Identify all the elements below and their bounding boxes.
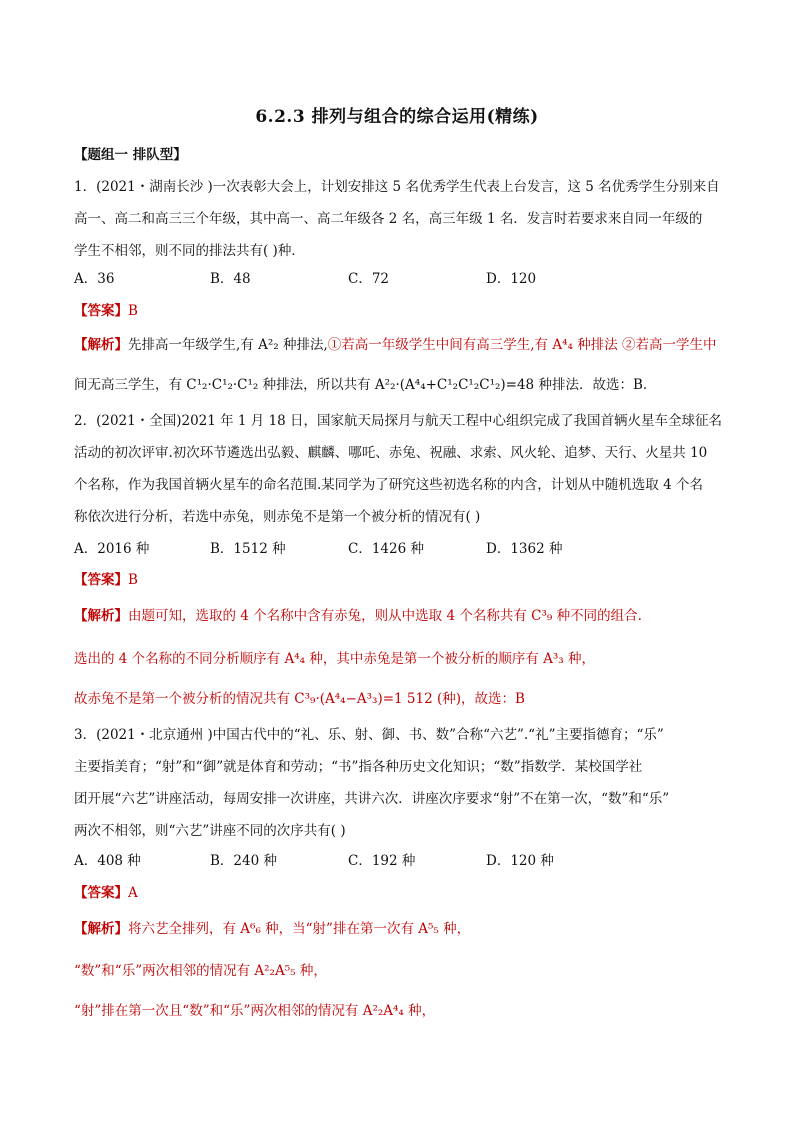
analysis-text: 将六艺全排列，有 A⁶₆ 种，当“射”排在第一次有 A⁵₅ 种， [128, 921, 471, 937]
q3-analysis-line-3: “射”排在第一次且“数”和“乐”两次相邻的情况有 A²₂A⁴₄ 种， [74, 1003, 436, 1019]
q1-analysis-line-2: 间无高三学生，有 C¹₂·C¹₂·C¹₂ 种排法，所以共有 A²₂·(A⁴₄+C¹₂C¹₂C¹₂)=48 种排法．故选：B． [74, 377, 657, 393]
q3-line-1: 3．(2021・北京通州 )中国古代中的“礼、乐、射、御、书、数”合称“六艺”.“礼”主要指德育；“乐” [74, 727, 664, 743]
q2-line-3: 个名称，作为我国首辆火星车的命名范围.某同学为了研究这些初选名称的内含，计划从中随机选取 4 个名 [74, 477, 703, 493]
group-heading: 【题组一 排队型】 [74, 147, 187, 163]
q3-analysis-line-2: “数”和“乐”两次相邻的情况有 A²₂A⁵₅ 种， [74, 963, 327, 979]
answer-label: 【答案】 [74, 885, 128, 901]
q1-analysis-line-1 [74, 336, 717, 354]
q1-option-c: C．72 [348, 271, 390, 287]
q3-option-c: C．192 种 [348, 853, 416, 869]
analysis-label: 【解析】 [74, 337, 128, 353]
q3-option-b: B．240 种 [210, 853, 277, 869]
analysis-text: 先排高一年级学生,有 A²₂ 种排法, [128, 337, 328, 353]
q2-line-1: 2．(2021・全国)2021 年 1 月 18 日，国家航天局探月与航天工程中心组织完成了我国首辆火星车全球征名 [74, 413, 723, 429]
analysis-text: 由题可知，选取的 4 个名称中含有赤兔，则从中选取 4 个名称共有 C³₉ 种不同的组合. [128, 608, 642, 624]
q1-option-d: D．120 [486, 271, 537, 287]
answer-value: A [128, 885, 138, 901]
q1-line-2: 高一、高二和高三三个年级，其中高一、高二年级各 2 名，高三年级 1 名．发言时若要求来自同一年级的 [74, 211, 703, 227]
q1-line-3: 学生不相邻，则不同的排法共有( )种． [74, 243, 305, 259]
q1-option-a: A．36 [74, 271, 115, 287]
answer-value: B [128, 303, 138, 319]
page-title: 6.2.3 排列与组合的综合运用(精练) [255, 107, 539, 127]
analysis-label: 【解析】 [74, 921, 128, 937]
q1-answer [74, 302, 138, 320]
q3-analysis-line-1 [74, 920, 470, 938]
q3-line-4: 两次不相邻，则“六艺”讲座不同的次序共有( ) [74, 823, 346, 839]
analysis-label: 【解析】 [74, 608, 128, 624]
answer-value: B [128, 572, 138, 588]
q2-line-2: 活动的初次评审.初次环节遴选出弘毅、麒麟、哪吒、赤兔、祝融、求索、风火轮、追梦、天行、火星共 10 [74, 445, 708, 461]
q3-option-d: D．120 种 [486, 853, 554, 869]
q2-option-d: D．1362 种 [486, 541, 563, 557]
q2-option-b: B．1512 种 [210, 541, 286, 557]
q2-analysis-line-1 [74, 607, 642, 625]
answer-label: 【答案】 [74, 303, 128, 319]
q3-line-2: 主要指美育；“射”和“御”就是体育和劳动；“书”指各种历史文化知识；“数”指数学．某校国学社 [74, 759, 643, 775]
q2-option-a: A．2016 种 [74, 541, 150, 557]
q3-line-3: 团开展“六艺”讲座活动，每周安排一次讲座，共讲六次．讲座次序要求“射”不在第一次，“数”和“乐” [74, 791, 670, 807]
q1-line-1: 1．(2021・湖南长沙 )一次表彰大会上，计划安排这 5 名优秀学生代表上台发言，这 5 名优秀学生分别来自 [74, 179, 720, 195]
q2-answer [74, 571, 138, 589]
q2-analysis-line-3: 故赤兔不是第一个被分析的情况共有 C³₉·(A⁴₄−A³₃)=1 512 (种)，故选：B [74, 691, 525, 707]
q3-answer [74, 884, 138, 902]
q3-option-a: A．408 种 [74, 853, 141, 869]
answer-label: 【答案】 [74, 572, 128, 588]
analysis-text: ①若高一年级学生中间有高三学生,有 A⁴₄ 种排法 ②若高一学生中 [327, 337, 717, 353]
q2-line-4: 称依次进行分析，若选中赤兔，则赤兔不是第一个被分析的情况有( ) [74, 509, 481, 525]
q1-option-b: B．48 [210, 271, 251, 287]
q2-option-c: C．1426 种 [348, 541, 424, 557]
q2-analysis-line-2: 选出的 4 个名称的不同分析顺序有 A⁴₄ 种，其中赤兔是第一个被分析的顺序有 A³₃ 种， [74, 651, 595, 667]
